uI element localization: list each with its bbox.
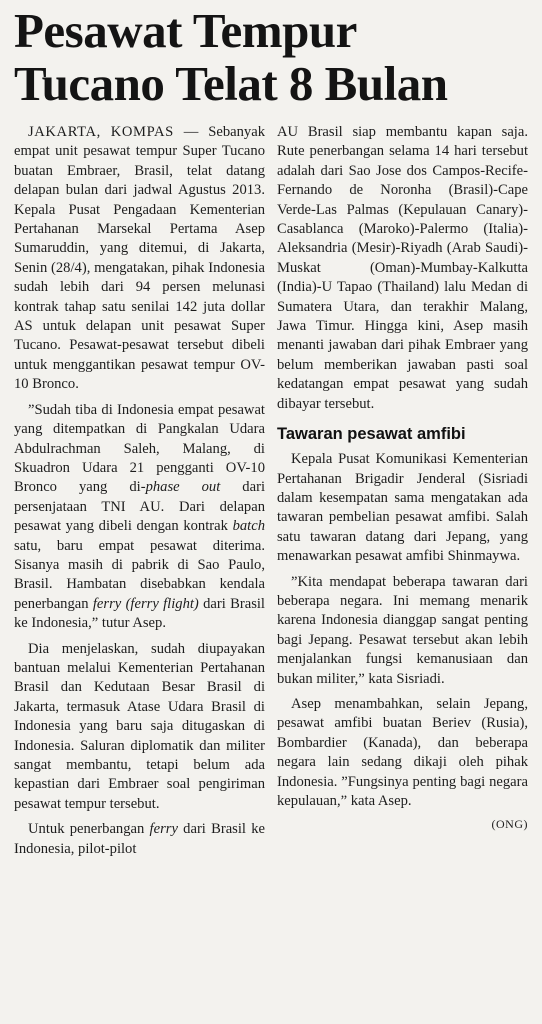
paragraph: Dia menjelaskan, sudah diupayakan bantuan melalui Kementerian Pertahanan Brasil dan Kedutaan Besar Brasil di Jakarta, termasuk Atase Udara Brasil di Indonesia yang baru saja ditugaskan di Indonesia. Saluran diplomatik dan militer sangat membantu, tetapi belum ada kepastian dari Embraer soal pengiriman pesawat tempur tersebut. (14, 640, 265, 812)
headline (14, 0, 528, 110)
italic-term: batch (232, 518, 265, 535)
paragraph (14, 123, 265, 395)
paragraph-text: dari Brasil ke Indonesia,” tutur Asep. (14, 595, 265, 632)
column-2 (277, 123, 528, 865)
headline-line-1: Pesawat Tempur (14, 3, 357, 58)
paragraph-text: Untuk penerbangan (28, 821, 150, 838)
paragraph: Asep menambahkan, selain Jepang, pesawat amfibi buatan Beriev (Rusia), Bombardier (Kanada), dan beberapa negara lain sedang dikaji oleh pihak Indonesia. ”Fungsinya penting bagi negara kepulauan,” kata Asep. (277, 695, 528, 809)
paragraph (14, 820, 265, 859)
paragraph: Kepala Pusat Komunikasi Kementerian Pertahanan Brigadir Jenderal (Sisriadi dalam kesempatan sama mengatakan ada tawaran pembelian pesawat amfibi. Salah satu tawaran datang dari Jepang, yang menawarkan pesawat amfibi Shinmaywa. (277, 451, 528, 565)
headline-line-2: Tucano Telat 8 Bulan (14, 56, 448, 111)
paragraph-text: satu, baru empat pesawat diterima. Sisanya masih di pabrik di Sao Paulo, Brasil. Hambatan disebabkan kendala penerbangan (14, 537, 265, 612)
dateline: JAKARTA, KOMPAS — (28, 124, 199, 140)
italic-term: ferry (149, 821, 178, 838)
paragraph: ”Kita mendapat beberapa tawaran dari beberapa negara. Ini memang menarik karena Indonesia dianggap sangat penting bagi Jepang. Pesawat tersebut akan lebih menjalankan fungsi kemanusiaan dan bukan militer,” kata Sisriadi. (277, 573, 528, 687)
article-body (14, 123, 528, 865)
paragraph-text: Sebanyak empat unit pesawat tempur Super Tucano buatan Embraer, Brasil, telat datang delapan bulan dari jadwal Agustus 2013. Kepala Pusat Pengadaan Kementerian Pertahanan Marsekal Pertama Asep Sumaruddin, yang ditemui, di Jakarta, Senin (28/4), mengatakan, pihak Indonesia sudah lebih dari 94 persen melunasi kontrak tahap satu senilai 142 juta dollar AS untuk delapan unit pesawat Super Tucano. Pesawat-pesawat tersebut dibeli untuk menggantikan pesawat tempur OV-10 Bronco. (14, 124, 265, 393)
author-initials: (ONG) (491, 817, 528, 832)
paragraph: AU Brasil siap membantu kapan saja. Rute penerbangan selama 14 hari tersebut adalah dari Sao Jose dos Campos-Recife-Fernando de Noronha (Brasil)-Cape Verde-Las Palmas (Kepulauan Canary)-Casablanca (Maroko)-Palermo (Italia)-Aleksandria (Mesir)-Riyadh (Arab Saudi)-Muskat (Oman)-Mumbay-Kalkutta (India)-U Tapao (Thailand) lalu Medan di Sumatera Utara, dan terakhir Malang, Jawa Timur. Hingga kini, Asep masih menanti jawaban dari pihak Embraer yang belum memberikan jawaban pasti soal kedatangan empat pesawat yang sudah dibayar tersebut. (277, 124, 528, 412)
subheading: Tawaran pesawat amfibi (277, 425, 466, 444)
italic-term: phase out (145, 479, 221, 496)
column-1 (14, 123, 265, 865)
paragraph (14, 401, 265, 634)
paragraph-text: ”Sudah tiba di Indonesia empat pesawat yang ditempatkan di Pangkalan Udara Abdulrachman Saleh, Malang, di Skuadron Udara 21 pengganti OV-10 Bronco yang di- (14, 401, 265, 496)
paragraph-text: dari Brasil ke Indonesia, pilot-pilot (14, 821, 265, 857)
italic-term: ferry (ferry flight) (92, 595, 199, 612)
paragraph-text: dari persenjataan TNI AU. Dari delapan pesawat yang dibeli dengan kontrak (14, 479, 265, 535)
